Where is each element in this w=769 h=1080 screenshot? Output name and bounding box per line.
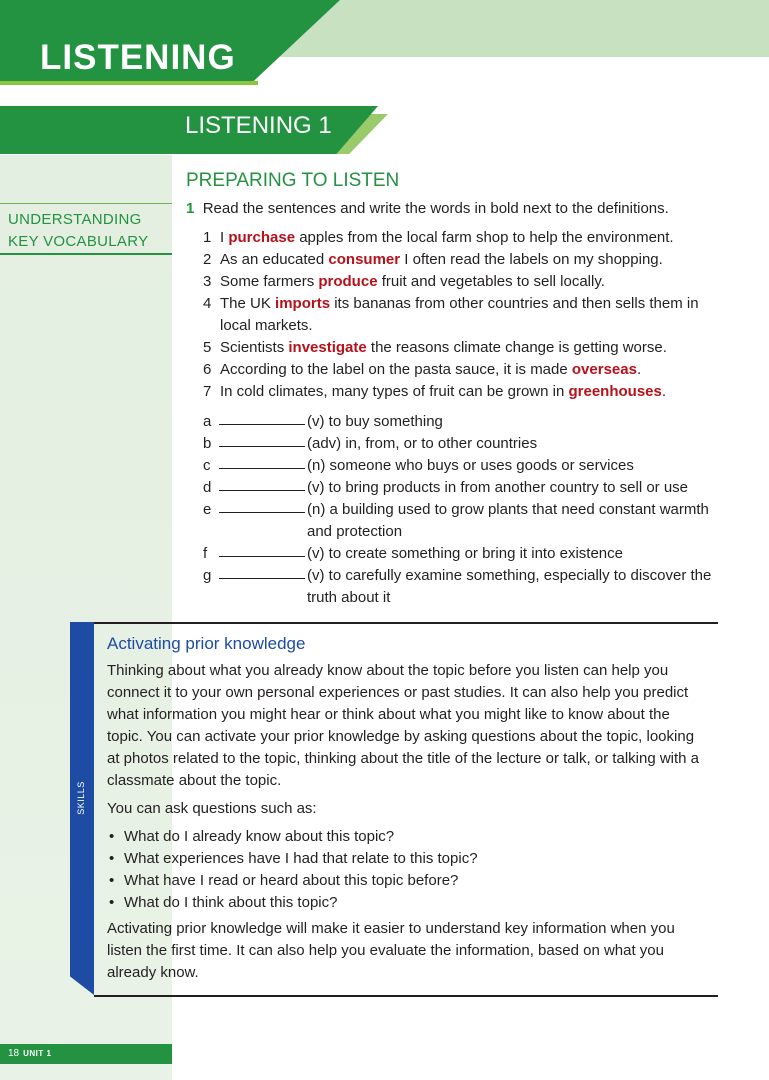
definition-item: c (n) someone who buys or uses goods or services xyxy=(203,457,634,474)
sidebar-label-line2: KEY VOCABULARY xyxy=(8,233,149,250)
sentence-item: 4 The UK imports its bananas from other countries and then sells them in local markets. xyxy=(203,295,699,334)
answer-blank[interactable] xyxy=(219,433,305,447)
definition-item: f (v) to create something or bring it into existence xyxy=(203,545,623,562)
answer-blank[interactable] xyxy=(219,477,305,491)
keyword: produce xyxy=(318,273,378,290)
skills-paragraph-2: You can ask questions such as: xyxy=(107,800,317,817)
answer-blank[interactable] xyxy=(219,543,305,557)
page-number: 18 xyxy=(8,1048,20,1059)
sidebar-rule-top xyxy=(0,203,172,204)
bullet-item: • What do I already know about this topic? xyxy=(107,826,707,848)
keyword: purchase xyxy=(228,229,296,246)
sentence-item: 7 In cold climates, many types of fruit can be grown in greenhouses. xyxy=(203,383,667,400)
sidebar-skill-label xyxy=(8,209,168,253)
exercise-instruction xyxy=(186,199,669,219)
bullet-item: • What do I think about this topic? xyxy=(107,892,707,914)
sidebar-label-line1: UNDERSTANDING xyxy=(8,211,142,228)
instruction-text: Read the sentences and write the words in bold next to the definitions. xyxy=(202,200,669,217)
skills-side-label: SKILLS xyxy=(76,781,86,815)
keyword: consumer xyxy=(328,251,401,268)
sentence-item: 2 As an educated consumer I often read the labels on my shopping. xyxy=(203,251,663,268)
answer-blank[interactable] xyxy=(219,565,305,579)
answer-blank[interactable] xyxy=(219,455,305,469)
sentence-item: 3 Some farmers produce fruit and vegetables to sell locally. xyxy=(203,273,605,290)
sentence-item: 6 According to the label on the pasta sauce, it is made overseas. xyxy=(203,361,642,378)
bullet-item: • What have I read or heard about this topic before? xyxy=(107,870,707,892)
definition-item: e (n) a building used to grow plants that need constant warmth and protection xyxy=(203,501,709,540)
bullet-dot-icon: • xyxy=(109,894,115,911)
sentence-item: 5 Scientists investigate the reasons climate change is getting worse. xyxy=(203,339,667,356)
definition-list xyxy=(203,411,723,609)
question-bullets xyxy=(107,826,707,914)
answer-blank[interactable] xyxy=(219,499,305,513)
preparing-heading: PREPARING TO LISTEN xyxy=(186,170,400,191)
exercise-number: 1 xyxy=(186,200,195,217)
bullet-dot-icon: • xyxy=(109,828,115,845)
unit-label: UNIT 1 xyxy=(23,1049,52,1058)
section-banner-edge xyxy=(0,81,258,85)
keyword: investigate xyxy=(288,339,367,356)
skills-paragraph-1: Thinking about what you already know about the topic before you listen can help you connect it to your own personal experiences or past studies. It can also help you predict what information you might hear or think about what you might like to know about the topic. You can activate your prior knowledge by asking questions about the topic, looking at photos related to the topic, thinking about the title of the lecture or talk, or talking with a classmate about the topic. xyxy=(107,662,700,789)
sentence-list xyxy=(203,227,723,403)
answer-blank[interactable] xyxy=(219,411,305,425)
sidebar-rule-bottom xyxy=(0,253,172,255)
footer xyxy=(8,1048,51,1059)
definition-item: b (adv) in, from, or to other countries xyxy=(203,435,538,452)
sub-title: LISTENING 1 xyxy=(185,112,332,139)
skills-box-rule-top xyxy=(94,622,718,624)
definition-item: a (v) to buy something xyxy=(203,413,443,430)
definition-item: d (v) to bring products in from another country to sell or use xyxy=(203,479,689,496)
section-title: LISTENING xyxy=(40,38,236,77)
bullet-item: • What experiences have I had that relate to this topic? xyxy=(107,848,707,870)
bullet-dot-icon: • xyxy=(109,850,115,867)
skills-paragraph-3: Activating prior knowledge will make it easier to understand key information when you listen the first time. It can also help you evaluate the information, based on what you already know. xyxy=(107,920,675,981)
keyword: imports xyxy=(275,295,331,312)
keyword: greenhouses xyxy=(568,383,662,400)
skills-title: Activating prior knowledge xyxy=(107,634,306,653)
skills-box xyxy=(107,634,707,990)
bullet-dot-icon: • xyxy=(109,872,115,889)
definition-item: g (v) to carefully examine something, especially to discover the truth about it xyxy=(203,567,712,606)
sentence-item: 1 I purchase apples from the local farm shop to help the environment. xyxy=(203,229,674,246)
keyword: overseas xyxy=(571,361,637,378)
skills-box-rule-bottom xyxy=(94,995,718,997)
